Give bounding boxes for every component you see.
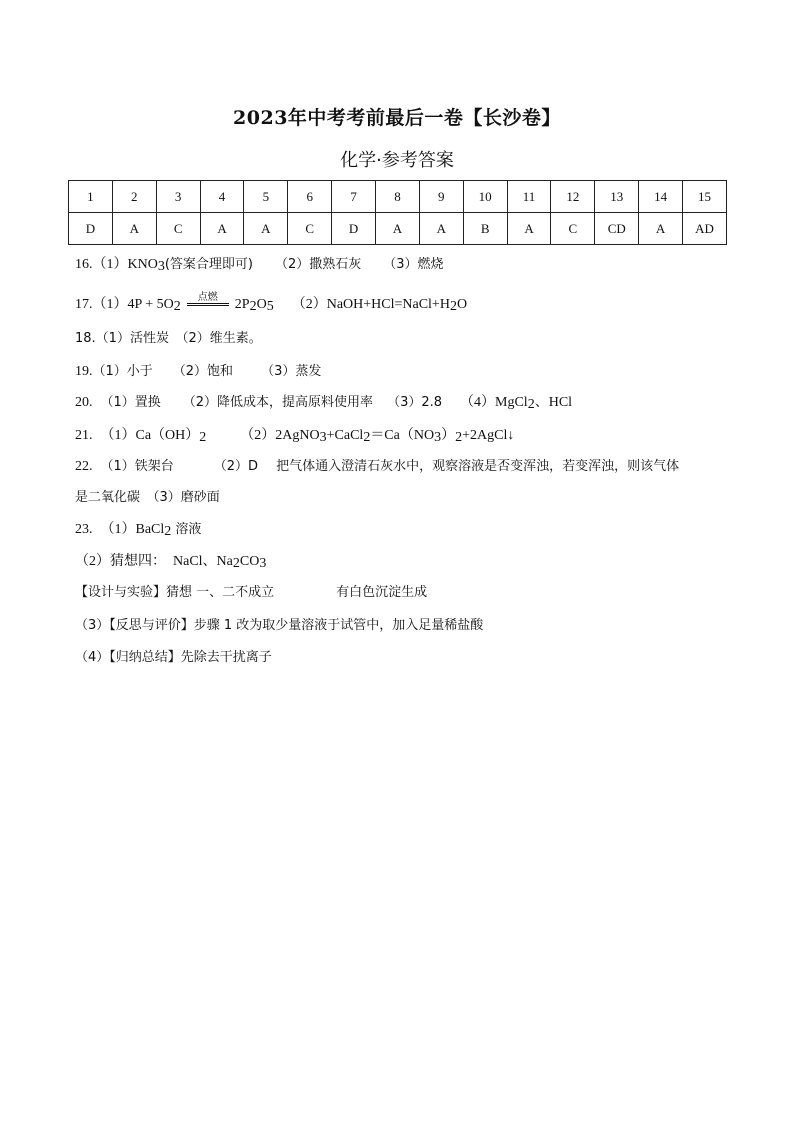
equals-double-line: [187, 303, 229, 306]
question-number-cell: 15: [683, 181, 727, 213]
page-subtitle: 化学·参考答案: [340, 150, 454, 171]
question-number-cell: 4: [200, 181, 244, 213]
answer-23-design: 【设计与实验】猜想 一、二不成立 有白色沉淀生成: [75, 585, 428, 600]
question-number-cell: 2: [112, 181, 156, 213]
answer-cell: A: [639, 213, 683, 245]
question-number-cell: 14: [639, 181, 683, 213]
answer-20: 20. （1）置换 （2）降低成本，提高原料使用率 （3）2.8 （4）MgCl$_2$、HCl: [75, 395, 573, 412]
question-number-cell: 6: [288, 181, 332, 213]
answer-23-3: （3）【反思与评价】步骤 1 改为取少量溶液于试管中，加入足量稀盐酸: [75, 618, 484, 633]
answer-22-continued: 是二氧化碳 （3）磨砂面: [75, 490, 220, 505]
answer-23: 23. （1）BaCl$_2$ 溶液: [75, 522, 202, 539]
answer-19: 19.（1）小于 （2）饱和 （3）蒸发: [75, 364, 322, 379]
answer-18: 18.（1）活性炭 （2）维生素。: [75, 331, 262, 346]
answer-cell: A: [112, 213, 156, 245]
question-number-cell: 13: [595, 181, 639, 213]
question-number-cell: 1: [69, 181, 113, 213]
question-number-cell: 5: [244, 181, 288, 213]
question-number-cell: 10: [463, 181, 507, 213]
answer-23-2: （2）猜想四： NaCl、$Na_2CO_3$: [75, 554, 267, 571]
question-number-row: [69, 181, 727, 213]
answer-cell: A: [200, 213, 244, 245]
question-number-cell: 11: [507, 181, 551, 213]
answer-cell: B: [463, 213, 507, 245]
answer-cell: C: [156, 213, 200, 245]
answer-cell: A: [244, 213, 288, 245]
answer-22: 22. （1）铁架台 （2）D 把气体通入澄清石灰水中，观察溶液是否变浑浊，若变浑浊，则该气体: [75, 459, 680, 474]
answer-17: $17.(1)4P + 5O_2$ 点燃 $2P_2O_5$ $(2)NaOH+HCl=NaCl+H_2O$: [75, 291, 468, 314]
answer-cell: C: [551, 213, 595, 245]
question-number-cell: 8: [376, 181, 420, 213]
question-number-cell: 9: [419, 181, 463, 213]
answer-cell: A: [419, 213, 463, 245]
answer-table: [68, 180, 727, 245]
question-number-cell: 12: [551, 181, 595, 213]
question-number-cell: 3: [156, 181, 200, 213]
answer-cell: AD: [683, 213, 727, 245]
answer-cell: CD: [595, 213, 639, 245]
page-title: 2023年中考考前最后一卷【长沙卷】: [233, 107, 561, 129]
answer-cell: A: [507, 213, 551, 245]
answer-cell: A: [376, 213, 420, 245]
answer-16: $16.(1)KNO_3$(答案合理即可) （2）撒熟石灰 （3）燃烧: [75, 257, 444, 274]
answer-row: [69, 213, 727, 245]
answer-cell: D: [332, 213, 376, 245]
answer-cell: C: [288, 213, 332, 245]
question-number: 17.: [75, 297, 93, 312]
answer-21: 21. $(1)Ca(OH)_2$ $(2)2AgNO_3+CaCl_2=Ca(NO_3)_2+2AgCl↓$: [75, 428, 515, 445]
answer-cell: D: [69, 213, 113, 245]
question-number: 16.: [75, 257, 93, 272]
reaction-condition: 点燃: [187, 298, 229, 312]
answer-23-4: （4）【归纳总结】先除去干扰离子: [75, 650, 272, 665]
question-number-cell: 7: [332, 181, 376, 213]
